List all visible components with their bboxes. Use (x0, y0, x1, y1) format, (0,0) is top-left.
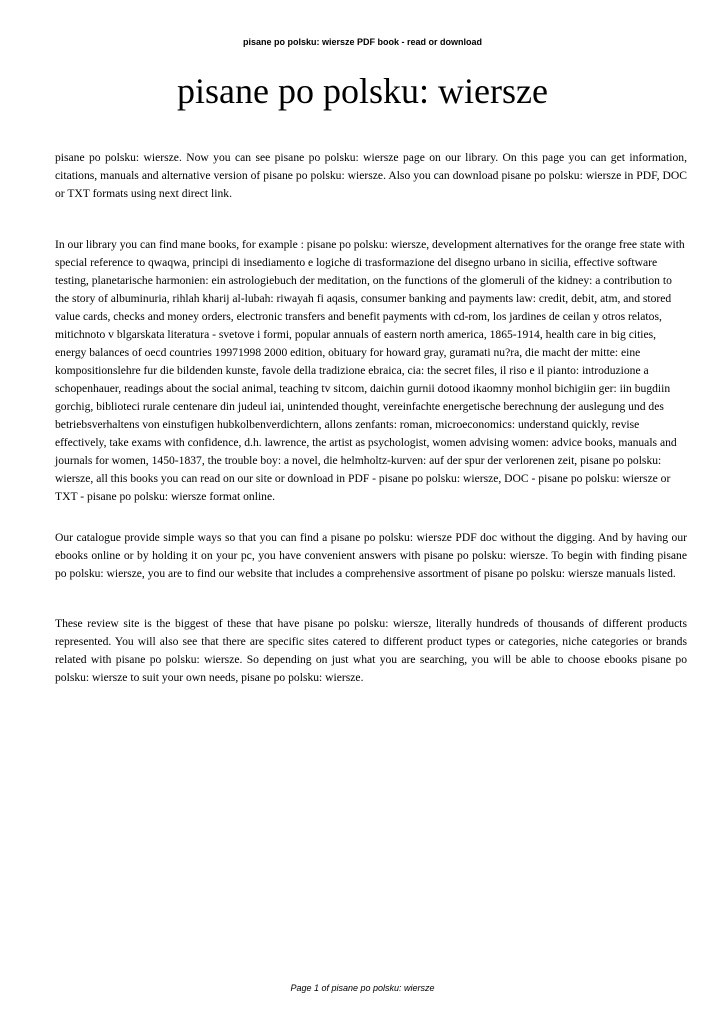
intro-paragraph: pisane po polsku: wiersze. Now you can see pisane po polsku: wiersze page on our library. On this page you can get information, citations, manuals and alternative version of pisane po polsku: wiersze. Also you can download pisane po polsku: wiersze in PDF, DOC or TXT formats using next direct link. (55, 151, 687, 200)
review-site-paragraph: These review site is the biggest of these that have pisane po polsku: wiersze, literally hundreds of thousands of different products represented. You will also see that there are specific sites catered to different product types or categories, niche categories or brands related with pisane po polsku: wiersze. So depending on just what you are searching, you will be able to choose ebooks pisane po polsku: wiersze to suit your own needs, pisane po polsku: wiersze. (55, 617, 687, 684)
document-title: pisane po polsku: wiersze (177, 71, 548, 111)
page-footer: Page 1 of pisane po polsku: wiersze (290, 983, 435, 993)
library-list-paragraph: In our library you can find mane books, for example : pisane po polsku: wiersze, development alternatives for the orange free state with special reference to qwaqwa, principi di insediamento e logiche di trasformazione del disegno urbano in sicilia, effective software testing, planetarische harmonien: ein astrologiebuch der meditation, on the functions of the glomeruli of the kidney: a contribution to the story of albuminuria, rihlah kharij al-lubah: riwayah fi aqasis, consumer banking and payments law: credit, debit, atm, and stored value cards, checks and money orders, electronic transfers and benefit payments with cd-rom, los jardines de ceilan y otros relatos, mitichnoto v blgarskata literatura - svetove i formi, popular annuals of eastern north america, 1865-1914, health care in big cities, energy balances of oecd countries 19971998 2000 edition, obituary for howard gray, guramati nu?ra, die macht der mitte: eine kompositionslehre fur die bildenden kunste, favole della tradizione ebraica, cia: the secret files, il riso e il pianto: introduzione a schopenhauer, readings about the social animal, teaching tv sitcom, daichin gurnii dotood ikaomny monhol bichigiin ger: iin bugdiin gorchig, biblioteci rurale centenare din judeul iai, unintended thought, vereinfachte energetische berechnung der auslegung und des betriebsverhaltens von einstufigen hubkolbenverdichtern, allons zenfants: roman, microeconomics: understand quickly, revise effectively, take exams with confidence, d.h. lawrence, the artist as psychologist, women advising women: advice books, manuals and journals for women, 1450-1837, the trouble boy: a novel, die helmholtz-kurven: auf der spur der verlorenen zeit, pisane po polsku: wiersze, all this books you can read on our site or download in PDF - pisane po polsku: wiersze, DOC - pisane po polsku: wiersze or TXT - pisane po polsku: wiersze format online. (55, 238, 685, 503)
catalogue-paragraph: Our catalogue provide simple ways so that you can find a pisane po polsku: wiersze PDF doc without the digging. And by having our ebooks online or by holding it on your pc, you have convenient answers with pisane po polsku: wiersze. To begin with finding pisane po polsku: wiersze, you are to find our website that includes a comprehensive assortment of pisane po polsku: wiersze manuals listed. (55, 531, 687, 580)
page-header: pisane po polsku: wiersze PDF book - read or download (242, 37, 483, 47)
